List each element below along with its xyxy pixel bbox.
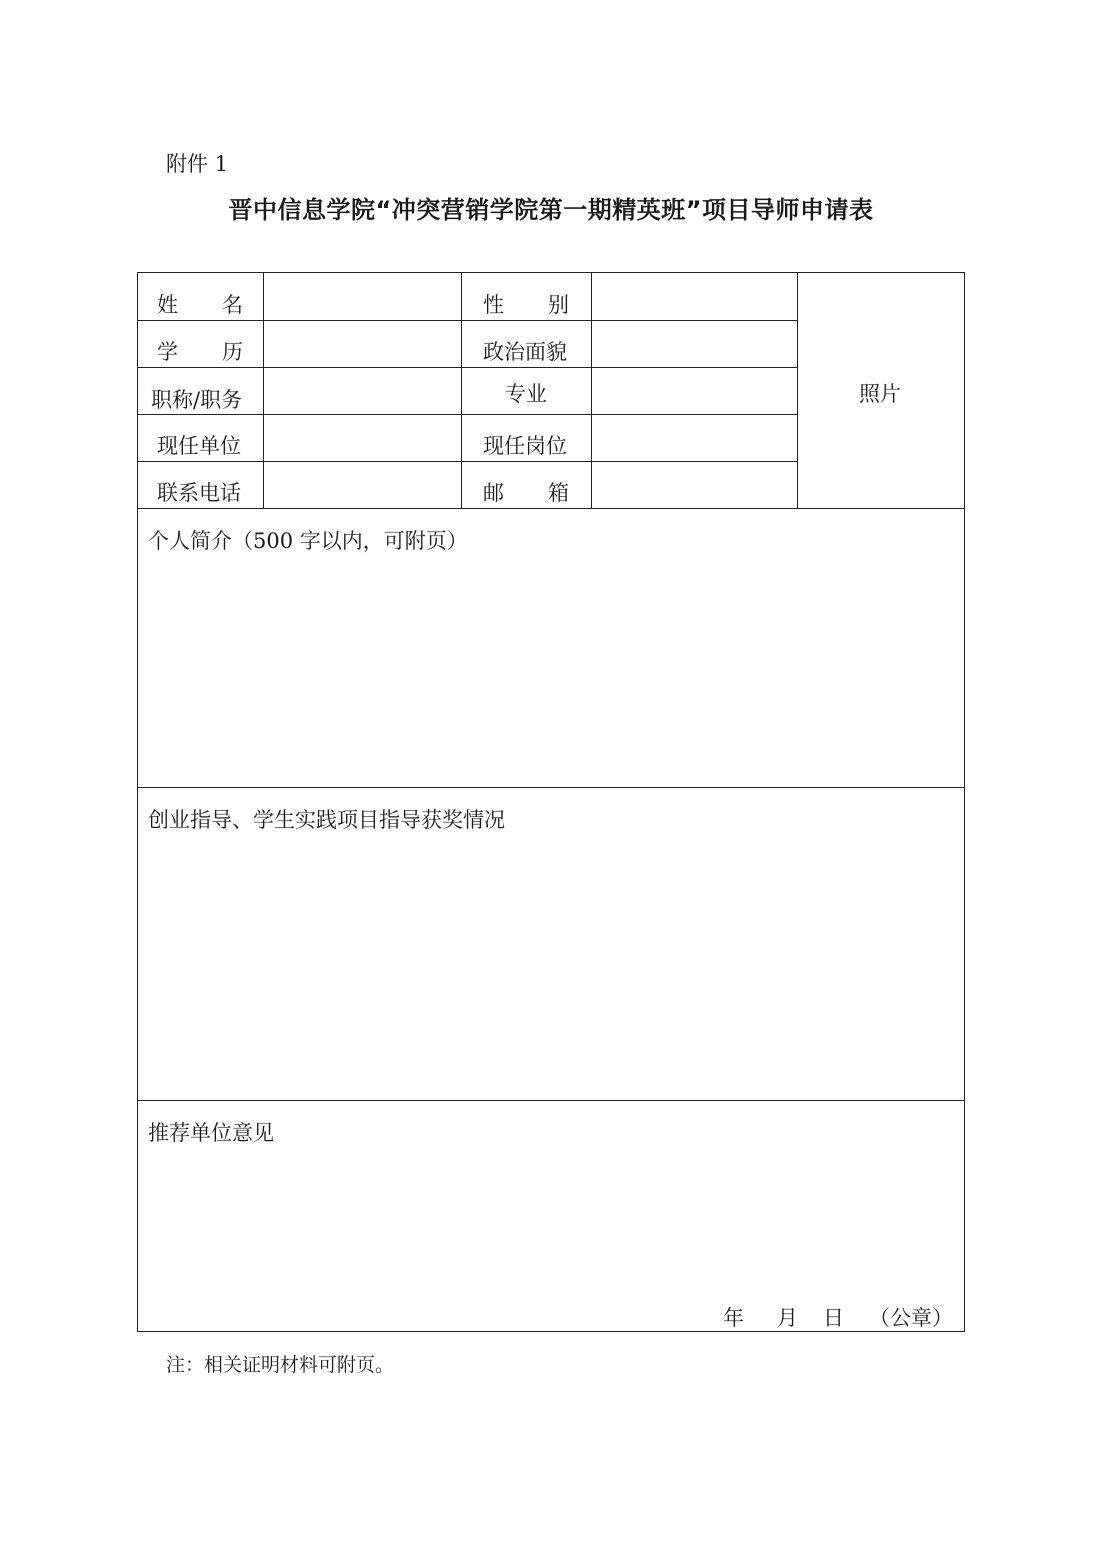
- title-position-label: 职称/职务: [151, 388, 243, 412]
- phone-field[interactable]: [264, 462, 461, 508]
- name-field[interactable]: [264, 273, 461, 320]
- bio-field[interactable]: [138, 563, 964, 787]
- seal-label: （公章）: [869, 1306, 953, 1330]
- awards-field[interactable]: [138, 843, 964, 1100]
- education-label: 学 历: [157, 340, 243, 364]
- section-divider: [138, 787, 964, 788]
- recommendation-label: 推荐单位意见: [148, 1121, 274, 1145]
- phone-label: 联系电话: [157, 481, 241, 505]
- education-field[interactable]: [264, 321, 461, 367]
- attachment-label: 附件 1: [166, 152, 229, 176]
- current-post-label: 现任岗位: [483, 434, 567, 458]
- photo-label: 照片: [859, 382, 901, 406]
- gender-field[interactable]: [592, 273, 797, 320]
- recommendation-field[interactable]: [138, 1153, 964, 1293]
- date-month-label: 月: [777, 1306, 798, 1330]
- name-label: 姓 名: [157, 293, 243, 317]
- application-form: [137, 272, 965, 1332]
- email-label: 邮 箱: [483, 481, 569, 505]
- page-title: 晋中信息学院“冲突营销学院第一期精英班”项目导师申请表: [228, 196, 874, 224]
- date-year-label: 年: [723, 1306, 744, 1330]
- major-field[interactable]: [592, 368, 797, 414]
- section-divider: [138, 508, 964, 509]
- current-unit-label: 现任单位: [157, 434, 241, 458]
- political-status-label: 政治面貌: [483, 340, 567, 364]
- footnote: 注：相关证明材料可附页。: [166, 1354, 395, 1376]
- political-status-field[interactable]: [592, 321, 797, 367]
- current-post-field[interactable]: [592, 415, 797, 461]
- email-field[interactable]: [592, 462, 797, 508]
- title-position-field[interactable]: [264, 368, 461, 414]
- awards-label: 创业指导、学生实践项目指导获奖情况: [148, 808, 505, 832]
- section-divider: [138, 1100, 964, 1101]
- bio-label: 个人简介（500 字以内，可附页）: [148, 529, 468, 553]
- date-day-label: 日: [823, 1306, 844, 1330]
- major-label: 专业: [505, 382, 547, 406]
- gender-label: 性 别: [483, 293, 569, 317]
- column-divider: [461, 273, 462, 508]
- current-unit-field[interactable]: [264, 415, 461, 461]
